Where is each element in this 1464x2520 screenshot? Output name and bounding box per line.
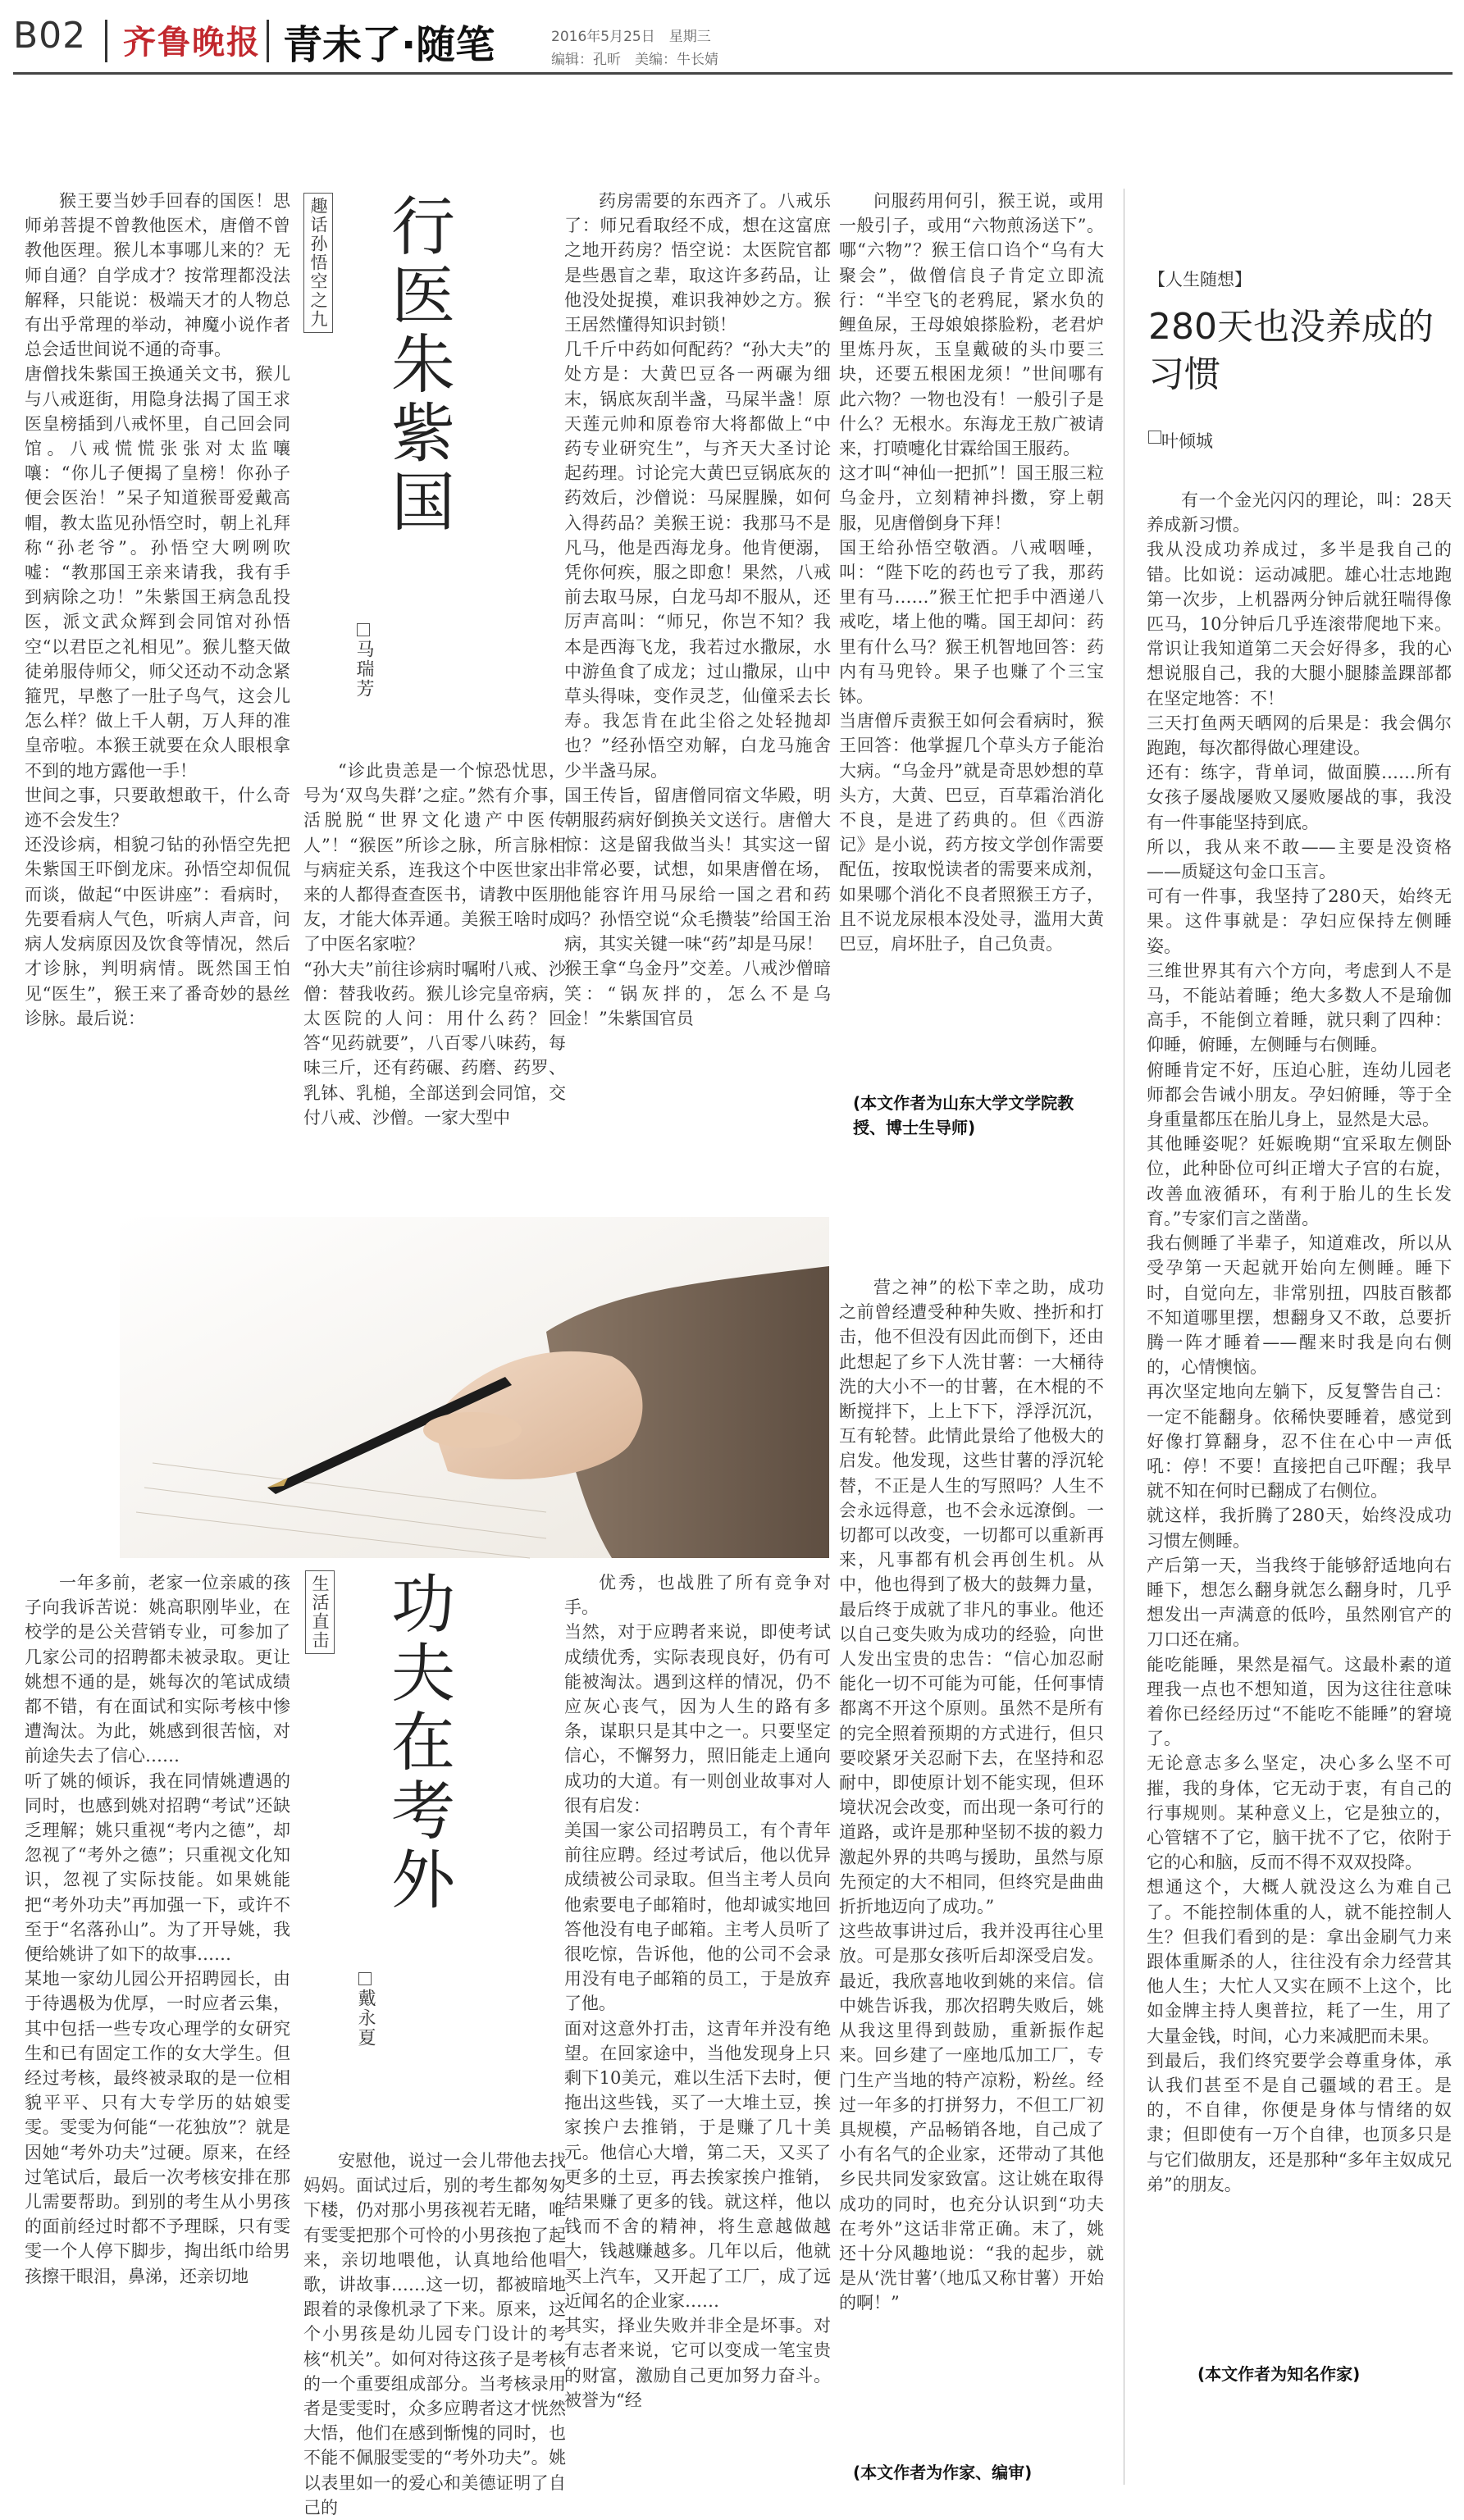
author-mark	[358, 1972, 372, 1985]
author-mark	[357, 623, 370, 636]
author-name: 马瑞芳	[353, 640, 374, 699]
paper-logo: 齐鲁晚报	[123, 23, 261, 62]
article-column: 猴王要当妙手回春的国医！思师弟菩提不曾教他医术，唐僧不曾教他医理。猴儿本事哪儿来的？无师自通？自学成才？按常理都没法解释，只能说：极端天才的人物总有出乎常理的举动，神魔小说作者总会适世间说不通的奇事。 唐僧找朱紫国王换通关文书，猴儿与八戒逛街，用隐身法揭了国王求医皇榜插到八戒怀里，自己回会同馆。八戒慌慌张张对太监嚷嚷：“你儿子便揭了皇榜！你孙子便会医治！”呆子知道猴哥爱戴高帽，教太监见孙悟空时，朝上礼拜称“孙老爷”。孙悟空大咧咧吹嘘：“教那国王亲来请我，我有手到病除之功！”朱紫国王病急乱投医，派文武众辉到会同馆对孙悟空“以君臣之礼相见”。猴儿整天做徒弟服侍师父，师父还动不动念紧箍咒，早憋了一肚子鸟气，这会儿怎么样？做上千人朝，万人拜的准皇帝啦。本猴王就要在众人眼根拿不到的地方露他一手！ 世间之事，只要敢想敢干，什么奇迹不会发生？ 还没诊病，相貌刁钻的孙悟空先把朱紫国王吓倒龙床。孙悟空却侃侃而谈，做起“中医讲座”：看病时，先要看病人气色，听病人声音，问病人发病原因及饮食等情况，然后才诊脉，判明病情。既然国王怕见“医生”，猴王来了番奇妙的悬丝诊脉。最后说：	[25, 191, 290, 1028]
issue-date: 2016年5月25日 星期三	[551, 29, 711, 45]
masthead-divider	[105, 20, 107, 62]
article-column: 问服药用何引，猴王说，或用一般引子，或用“六物煎汤送下”。哪“六物”？猴王信口诌个“乌有大聚会”，做僧信良子肯定立即流行：“半空飞的老鸦屁，紧水负的鲤鱼尿，王母娘娘搽脸粉，老君炉里炼丹灰，玉皇戴破的头巾要三块，还要五根困龙须！”世间哪有此六物？一物也没有！一般引子是什么？无根水。东海龙王敖广被请来，打喷嚏化甘霖给国王服药。 这才叫“神仙一把抓”！国王服三粒乌金丹，立刻精神抖擞，穿上朝服，见唐僧倒身下拜！ 国王给孙悟空敬酒。八戒咽唾，叫：“陛下吃的药也亏了我，那药里有马……”猴王忙把手中酒递八戒吃，堵上他的嘴。国王却问：药里有什么马？猴王机智地回答：药内有马兜铃。果子也赚了个三宝钵。 当唐僧斥责猴王如何会看病时，猴王回答：他掌握几个草头方子能治大病。“乌金丹”就是奇思妙想的草头方，大黄、巴豆，百草霜治消化不良，是进了药典的。但《西游记》是小说，药方按文学创作需要配伍，按取悦读者的需要来成剂，如果哪个消化不良者照猴王方子，且不说龙尿根本没处寻，滥用大黄巴豆，肩坏肚子，自己负责。	[839, 191, 1104, 955]
photo-illustration	[120, 1217, 829, 1558]
article-author	[1148, 428, 1213, 453]
masthead-rule	[13, 72, 1453, 75]
author-mark	[1148, 431, 1161, 444]
article-column: 优秀，也战胜了所有竞争对手。 当然，对于应聘者来说，即使考试成绩优秀，实际表现良好，仍有可能被淘汰。遇到这样的情况，仍不应灰心丧气，因为人生的路有多条，谋职只是其中之一。只要坚定信心，不懈努力，照旧能走上通向成功的大道。有一则创业故事对人很有启发： 美国一家公司招聘员工，有个青年前往应聘。经过考试后，他以优异成绩被公司录取。但当主考人员向他索要电子邮箱时，他却诚实地回答他没有电子邮箱。主考人员听了很吃惊，告诉他，他的公司不会录用没有电子邮箱的员工，于是放弃了他。 面对这意外打击，这青年并没有绝望。在回家途中，当他发现身上只剩下10美元，难以生活下去时，便拖出这些钱，买了一大堆土豆，挨家挨户去推销，于是赚了几十美元。他信心大增，第二天，又买了更多的土豆，再去挨家挨户推销，结果赚了更多的钱。就这样，他以钱而不舍的精神，将生意越做越大，钱越赚越多。几年以后，他就买上汽车，又开起了工厂，成了远近闻名的企业家…… 其实，择业失败并非全是坏事。对有志者来说，它可以变成一笔宝贵的财富，激励自己更加努力奋斗。被誉为“经	[564, 1573, 831, 2410]
article-author	[353, 1972, 378, 2048]
author-name: 叶倾城	[1161, 431, 1213, 451]
masthead-divider	[267, 20, 269, 62]
article-column: 营之神”的松下幸之助，成功之前曾经遭受种种失败、挫折和打击，他不但没有因此而倒下，还由此想起了乡下人洗甘薯：一大桶待洗的大小不一的甘薯，在木棍的不断搅拌下，上上下下，浮浮沉沉，互有轮替。此情此景给了他极大的启发。他发现，这些甘薯的浮沉轮替，不正是人生的写照吗？人生不会永远得意，也不会永远潦倒。一切都可以改变，一切都可以重新再来，凡事都有机会再创生机。从中，他也得到了极大的鼓舞力量，最后终于成就了非凡的事业。他还以自己变失败为成功的经验，向世人发出宝贵的忠告：“信心加忍耐能化一切不可能为可能，任何事情都离不开这个原则。虽然不是所有的完全照着预期的方式进行，但只要咬紧牙关忍耐下去，在坚持和忍耐中，即使原计划不能实现，但环境状况会改变，而出现一条可行的道路，或许是那种坚韧不拔的毅力激起外界的共鸣与援助，虽然与原先预定的大不相同，但终究是曲曲折折地迈向了成功。” 这些故事讲过后，我并没再往心里放。可是那女孩听后却深受启发。最近，我欣喜地收到姚的来信。信中姚告诉我，那次招聘失败后，姚从我这里得到鼓励，重新振作起来。回乡建了一座地瓜加工厂，专门生产当地的特产凉粉，粉丝。经过一年多的打拼努力，不但工厂初具规模，产品畅销各地，自己成了小有名气的企业家，还带动了其他乡民共同发家致富。这让姚在取得成功的同时，也充分认识到“功夫在考外”这话非常正确。末了，姚还十分风趣地说：“我的起步，就是从‘洗甘薯’（地瓜又称甘薯）开始的啊！”	[839, 1278, 1104, 2313]
article-category: 【人生随想】	[1148, 270, 1252, 289]
page-number: B02	[13, 15, 87, 57]
author-name: 戴永夏	[355, 1989, 376, 2048]
article-column: “诊此贵恙是一个惊恐忧思，号为‘双鸟失群’之症。”然有介事，活脱脱“世界文化遗产中医传人”！“猴医”所诊之脉，所言脉相与病症关系，连我这个中医世家出来的人都得查查医书，请教中医朋友，才能大体弄通。美猴王啥时成了中医名家啦？ “孙大夫”前往诊病时嘱咐八戒、沙僧：替我收药。猴儿诊完皇帝病，太医院的人问：用什么药？回答“见药就要”，八百零八味药，每味三斤，还有药碾、药磨、药罗、乳钵、乳槌，全部送到会同馆，交付八戒、沙僧。一家大型中	[303, 761, 566, 1128]
article-title: 功夫在考外	[381, 1570, 454, 1915]
article-category: 生活直击	[305, 1570, 335, 1654]
article-category: 趣话孙悟空之九	[303, 193, 333, 333]
article-footnote: (本文作者为山东大学文学院教授、博士生导师)	[853, 1093, 1074, 1137]
editor-credits: 编辑：孔昕 美编：牛长婧	[551, 52, 718, 68]
article-footnote: (本文作者为知名作家)	[1197, 2364, 1361, 2384]
article-footnote: (本文作者为作家、编审)	[853, 2463, 1033, 2482]
article-column: 一年多前，老家一位亲戚的孩子向我诉苦说：姚高职刚毕业，在校学的是公关营销专业，可参加了几家公司的招聘都未被录取。更让姚想不通的是，姚每次的笔试成绩都不错，有在面试和实际考核中惨遭淘汰。为此，姚感到很苦恼，对前途失去了信心…… 听了姚的倾诉，我在同情姚遭遇的同时，也感到姚对招聘“考试”还缺乏理解；姚只重视“考内之德”，却忽视了“考外之德”；只重视文化知识，忽视了实际技能。如果姚能把“考外功夫”再加强一下，或许不至于“名落孙山”。为了开导姚，我便给姚讲了如下的故事…… 某地一家幼儿园公开招聘园长，由于待遇极为优厚，一时应者云集，其中包括一些专攻心理学的女研究生和已有固定工作的女大学生。但经过考核，最终被录取的是一位相貌平平、只有大专学历的姑娘雯雯。雯雯为何能“一花独放”？就是因她“考外功夫”过硬。原来，在经过笔试后，最后一次考核安排在那儿需要帮助。到别的考生从小男孩的面前经过时都不予理睬，只有雯雯一个人停下脚步，掏出纸巾给男孩擦干眼泪，鼻涕，还亲切地	[25, 1573, 290, 2286]
article-author	[351, 623, 376, 699]
article-column: 有一个金光闪闪的理论，叫：28天养成新习惯。 我从没成功养成过，多半是我自己的错。比如说：运动减肥。雄心壮志地跑第一次步，上机器两分钟后就狂喘得像匹马，10分钟后几乎连滚带爬地下来。常识让我知道第二天会好得多，我的心想说服自己，我的大腿小腿膝盖踝部都在坚定地答：不！ 三天打鱼两天晒网的后果是：我会偶尔跑跑，每次都得做心理建设。 还有：练字，背单词，做面膜……所有女孩子屡战屡败又屡败屡战的事，我没有一件事能坚持到底。 所以，我从来不敢——主要是没资格——质疑这句金口玉言。 可有一件事，我坚持了280天，始终无果。这件事就是：孕妇应保持左侧睡姿。 三维世界其有六个方向，考虑到人不是马，不能站着睡；绝大多数人不是瑜伽高手，不能倒立着睡，就只剩了四种：仰睡，俯睡，左侧睡与右侧睡。 俯睡肯定不好，压迫心脏，连幼儿园老师都会告诫小朋友。孕妇俯睡，等于全身重量都压在胎儿身上，显然是大忌。 其他睡姿呢？妊娠晚期“宜采取左侧卧位，此种卧位可纠正增大子宫的右旋，改善血液循环，有利于胎儿的生长发育。”专家们言之凿凿。 我右侧睡了半辈子，知道难改，所以从受孕第一天起就开始向左侧睡。睡下时，自觉向左，非常别扭，四肢百骸都不知道哪里摆，想翻身又不敢，总要折腾一阵才睡着——醒来时我是向右侧的，心情懊恼。 再次坚定地向左躺下，反复警告自己：一定不能翻身。依稀快要睡着，感觉到好像打算翻身，忍不住在心中一声低吼：停！不要！直接把自己吓醒；我早就不知在何时已翻成了右侧位。 就这样，我折腾了280天，始终没成功习惯左侧睡。 产后第一天，当我终于能够舒适地向右睡下，想怎么翻身就怎么翻身时，几乎想发出一声满意的低吟，虽然刚官产的刀口还在痛。 能吃能睡，果然是福气。这最朴素的道理我一点也不想知道，因为这往往意味着你已经经历过“不能吃不能睡”的窘境了。 无论意志多么坚定，决心多么坚不可摧，我的身体，它无动于衷，有自己的行事规则。某种意义上，它是独立的，心管辖不了它，脑干扰不了它，依附于它的心和脑，反而不得不双双投降。 想通这个，大概人就没这么为难自己了。不能控制体重的人，就不能控制人生？但我们看到的是：拿出金刷气力来跟体重厮杀的人，往往没有余力经营其他人生；大忙人又实在顾不上这个，比如金牌主持人奥普拉，耗了一生，用了大量金钱，时间，心力来减肥而未果。 到最后，我们终究要学会尊重身体，承认我们甚至不是自己疆域的君王。是的，不自律，你便是身体与情绪的奴隶；但即使有一万个自律，也顶多只是与它们做朋友，还是那种“多年主奴成兄弟”的朋友。	[1147, 490, 1452, 2194]
pen-writing-photo	[120, 1217, 829, 1558]
article-title: 行医朱紫国	[381, 193, 454, 537]
article-column: 安慰他，说过一会儿带他去找妈妈。面试过后，别的考生都匆匆下楼，仍对那小男孩视若无睹，唯有雯雯把那个可怜的小男孩抱了起来，亲切地喂他，认真地给他唱歌，讲故事……这一切，都被暗地跟着的录像机录了下来。原来，这个小男孩是幼儿园专门设计的考核“机关”。如何对待这孩子是考核的一个重要组成部分。当考核录用者是雯雯时，众多应聘者这才恍然大悟，他们在感到惭愧的同时，也不能不佩服雯雯的“考外功夫”。姚以表里如一的爱心和美德证明了自己的	[303, 2151, 566, 2518]
article-column: 药房需要的东西齐了。八戒乐了：师兄看取经不成，想在这富庶之地开药房？悟空说：太医院官都是些愚盲之辈，取这许多药品，让他没处捉摸，难识我神妙之方。猴王居然懂得知识封锁！ 几千斤中药如何配药？“孙大夫”的处方是：大黄巴豆各一两碾为细末，锅底灰刮半盏，马屎半盏！原天莲元帅和原卷帘大将都做上“中药专业研究生”，与齐天大圣讨论起药理。讨论完大黄巴豆锅底灰的药效后，沙僧说：马屎腥臊，如何入得药品？美猴王说：我那马不是凡马，他是西海龙身。他肯便溺，凭你何疾，服之即愈！果然，八戒前去取马尿，白龙马却不服从，还厉声高叫：“师兄，你岂不知？我本是西海飞龙，我若过水撒尿，水中游鱼食了成龙；过山撒尿，山中草头得味，变作灵芝，仙僮采去长寿。我怎肯在此尘俗之处轻抛却也？”经孙悟空劝解，白龙马施舍少半盏马尿。 国王传旨，留唐僧同宿文华殿，明朝服药病好倒换关文送行。唐僧大惊：这是留我做当头！其实这一留非常必要，试想，如果唐僧在场，他能容许用马尿给一国之君和药吗？孙悟空说“众毛攒装”给国王治病，其实关键一味“药”却是马尿！ 猴王拿“乌金丹”交差。八戒沙僧暗笑：“锅灰拌的，怎么不是乌金！”朱紫国官员	[564, 191, 831, 1028]
section-title: 青未了·随笔	[283, 22, 495, 68]
article-title: 280天也没养成的习惯	[1148, 306, 1434, 395]
